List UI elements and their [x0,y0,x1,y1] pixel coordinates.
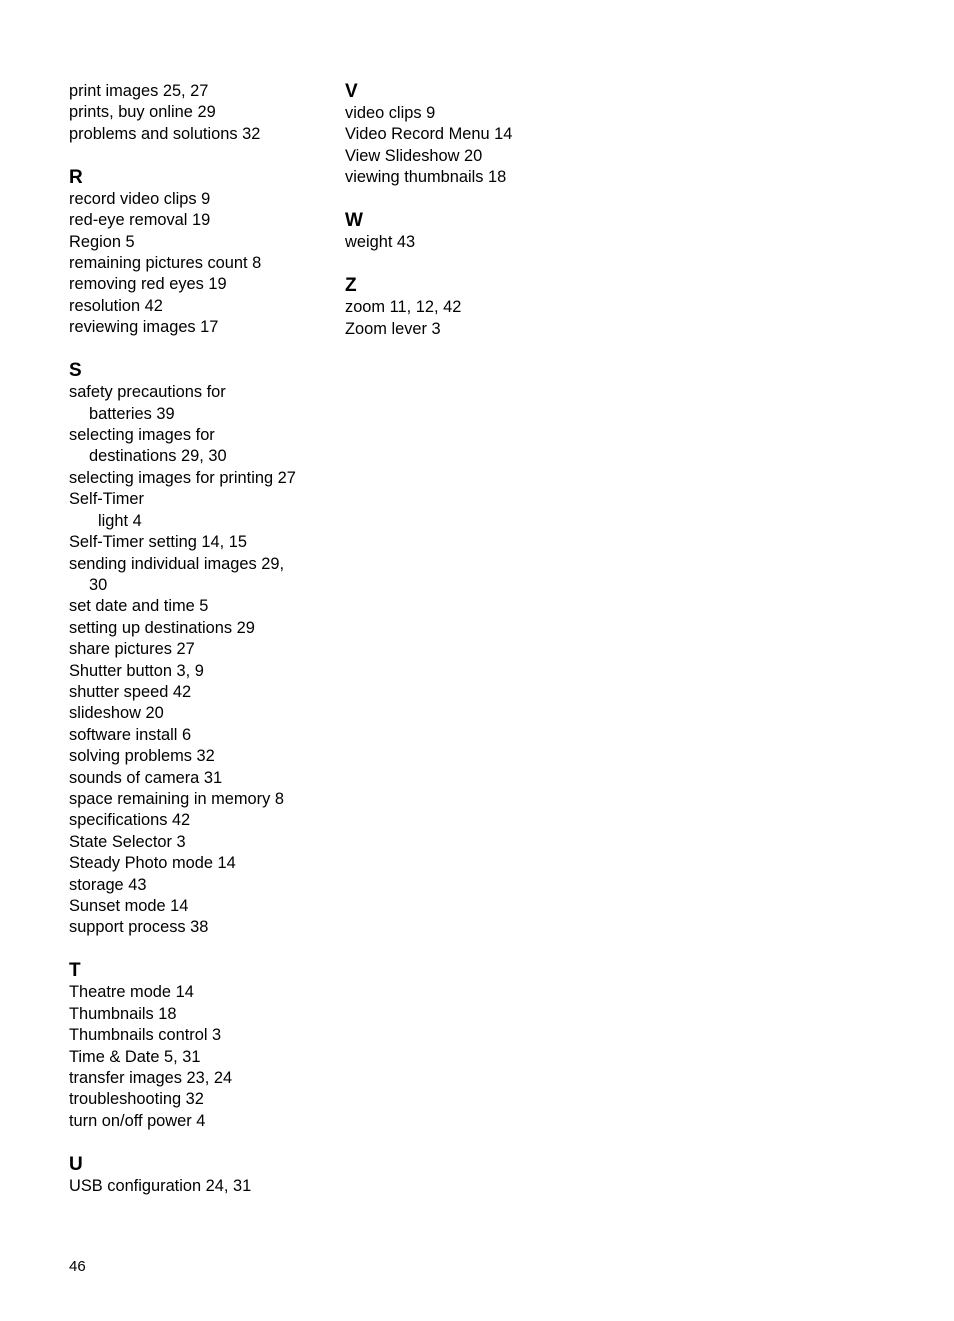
index-entry: selecting images for [69,426,215,445]
index-entry: resolution 42 [69,296,163,315]
index-entry: turn on/off power 4 [69,1111,206,1130]
index-entry: sending individual images 29, [69,554,285,573]
index-entry: Steady Photo mode 14 [69,854,236,873]
index-entry: weight 43 [345,233,416,252]
index-subentry: light 4 [98,511,142,530]
index-section-p-continued [69,81,319,145]
section-letter: T [69,960,81,982]
index-entry: sounds of camera 31 [69,768,223,787]
index-entry: specifications 42 [69,811,191,830]
index-entry: support process 38 [69,918,209,937]
index-entry: Shutter button 3, 9 [69,661,204,680]
index-entry: print images 25, 27 [69,82,209,100]
index-entry: remaining pictures count 8 [69,254,262,273]
index-entry: share pictures 27 [69,640,195,659]
index-column-right [345,81,595,362]
index-section-s [69,360,319,939]
index-section-w [345,210,595,253]
index-entry-continuation: destinations 29, 30 [89,447,227,466]
index-entry: set date and time 5 [69,597,209,616]
page-number: 46 [69,1258,86,1275]
index-entry: storage 43 [69,875,147,894]
index-entry: slideshow 20 [69,704,164,723]
index-entry: safety precautions for [69,383,226,402]
index-entry: Thumbnails control 3 [69,1026,222,1045]
section-letter: Z [345,275,357,297]
section-letter: R [69,166,83,188]
index-section-r [69,167,319,339]
index-entry: Time & Date 5, 31 [69,1047,201,1066]
index-entry: software install 6 [69,725,192,744]
index-entry: selecting images for printing 27 [69,468,296,487]
index-entry: View Slideshow 20 [345,146,483,165]
index-section-z [345,275,595,340]
index-section-v [345,81,595,189]
index-section-u [69,1154,319,1197]
index-entry: shutter speed 42 [69,682,192,701]
index-entry: record video clips 9 [69,189,211,208]
index-entry-continuation: batteries 39 [89,404,175,423]
index-entry: troubleshooting 32 [69,1090,204,1109]
index-entry: video clips 9 [345,104,436,122]
index-entry: zoom 11, 12, 42 [345,298,462,317]
index-entry: reviewing images 17 [69,318,219,337]
section-letter: S [69,360,82,382]
index-entry: problems and solutions 32 [69,124,261,143]
index-entry: USB configuration 24, 31 [69,1176,252,1195]
index-section-t [69,960,319,1132]
index-entry: Region 5 [69,232,135,251]
index-entry: viewing thumbnails 18 [345,168,507,187]
index-entry: Self-Timer setting 14, 15 [69,533,247,552]
index-entry: Sunset mode 14 [69,897,189,915]
index-entry: removing red eyes 19 [69,275,227,294]
section-letter: U [69,1153,83,1175]
index-entry: prints, buy online 29 [69,103,216,122]
index-entry: Theatre mode 14 [69,983,194,1002]
index-entry: red-eye removal 19 [69,211,211,230]
index-entry: space remaining in memory 8 [69,789,284,808]
index-entry: setting up destinations 29 [69,618,255,637]
section-letter: V [345,81,358,102]
section-letter: W [345,210,363,232]
index-entry: Video Record Menu 14 [345,125,513,144]
index-entry-continuation: 30 [89,575,108,594]
index-entry: State Selector 3 [69,832,186,851]
index-entry: Thumbnails 18 [69,1004,177,1023]
index-entry: solving problems 32 [69,747,215,766]
index-entry: Self-Timer [69,490,144,509]
index-entry: Zoom lever 3 [345,319,441,338]
index-entry: transfer images 23, 24 [69,1069,233,1088]
index-column-left [69,81,319,1219]
